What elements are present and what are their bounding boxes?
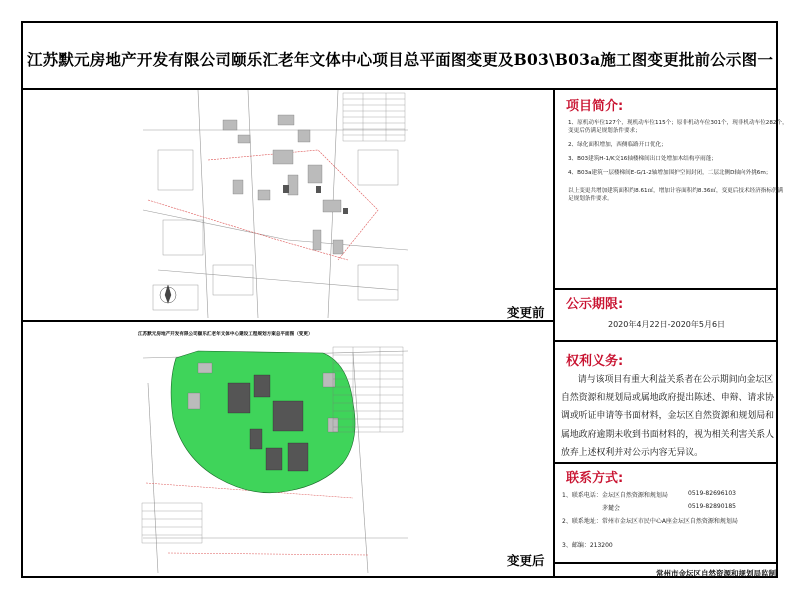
intro-item: 1、原机动车位127个，现机动车位115个；原非机动车位301个，现非机动车位282个，变更后仍满足规划条件要求； [568,120,788,134]
contact-phone1: 0519-82696103 [688,490,736,497]
contact-town: 茅麓会 [602,505,621,512]
page-title: 江苏默元房地产开发有限公司颐乐汇老年文体中心项目总平面图变更及B03\B03a施工图变更批前公示图一 [26,50,774,69]
contact-phone2: 0519-82890185 [688,503,736,510]
project-intro-heading: 项目简介: [566,99,624,114]
contact-heading: 联系方式: [566,471,624,486]
intro-item: 以上变更共增加建筑面积约8.61㎡，增加计容面积约8.36㎡，变更后技术经济指标仍满足规划条件要求。 [568,188,784,202]
intro-item: 3、B03建筑H-1/K交16轴楼梯间出口处增加木结构亭雨蓬； [568,156,717,162]
plan-after [138,323,411,573]
publicity-heading: 公示期限: [566,297,624,312]
site-plan-after-drawing [138,323,411,573]
intro-divider [554,288,776,290]
before-caption: 变更前 [507,305,545,320]
site-plan-before-drawing [138,90,411,318]
after-caption: 变更后 [507,553,545,568]
period-divider [554,340,776,342]
intro-item: 4、B03a建筑一层楼梯间E-G/1-2轴增加围护空间封闭，二层北侧D轴向外挑6m； [568,170,772,176]
after-plan-title: 江苏默元房地产开发有限公司颐乐汇老年文体中心建设工程规划方案总平面图（变更） [138,332,313,337]
project-intro-list [568,119,788,203]
plan-before [138,90,411,318]
footer-divider [554,562,776,564]
publicity-period: 2020年4月22日-2020年5月6日 [608,320,726,329]
rights-divider [554,462,776,464]
rights-heading: 权利义务: [566,354,624,369]
footer-credit: 常州市金坛区自然资源和规划局监制 [656,569,776,578]
contact-address: 2、联系地址：常州市金坛区市民中心A座金坛区自然资源和规划局 [562,518,738,525]
column-divider [553,89,555,577]
rights-text: 请与该项目有重大利益关系者在公示期间向金坛区自然资源和规划局或属地政府提出陈述、申辩、请求协调或听证申请等书面材料，金坛区自然资源和规划局和属地政府逾期未收到书面材料的，视为相关利害关系人放弃上述权利并对公示内容无异议。 [561,375,774,458]
panel-divider [23,320,554,322]
intro-item: 2、绿化面积增加，西侧临路开口优化； [568,142,667,148]
contact-postcode: 3、邮编：213200 [562,542,613,549]
contact-phone-label: 1、联系电话：金坛区自然资源和规划局 [562,492,668,499]
